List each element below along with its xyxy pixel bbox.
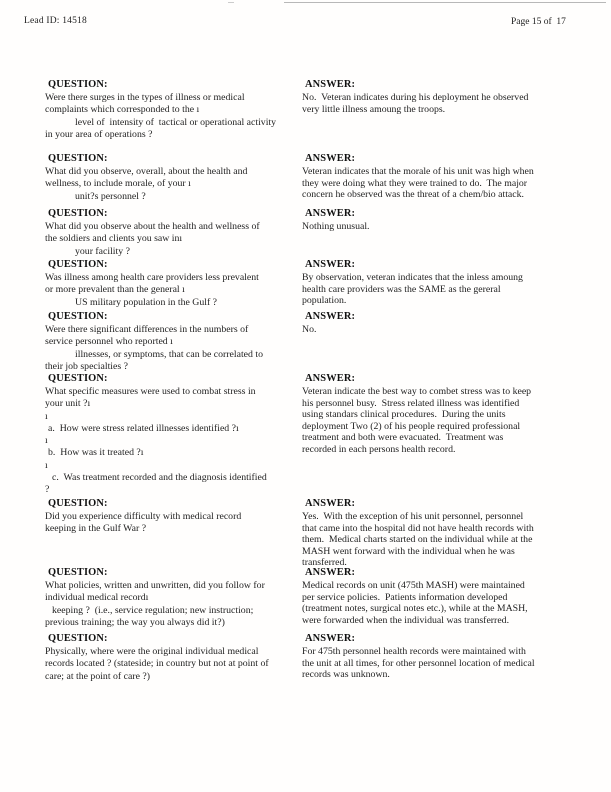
question-line: US military population in the Gulf ? xyxy=(75,296,218,308)
answer-label: ANSWER: xyxy=(305,311,356,322)
answer-line: transferred. xyxy=(302,557,347,569)
answer-line: MASH went forward with the individual when he was xyxy=(302,545,515,557)
question-line: level of intensity of tactical or operational activity xyxy=(75,116,277,128)
answer-line: Nothing unusual. xyxy=(302,221,370,232)
question-line: Were there surges in the types of illness or medical xyxy=(45,92,245,103)
answer-line: they were doing what they were trained to do. The major xyxy=(302,177,528,189)
qa-row xyxy=(45,78,590,141)
answer-line: health care providers was the SAME as the gereral xyxy=(302,283,501,295)
page-number: Page 15 of 17 xyxy=(511,17,566,27)
qa-row xyxy=(45,152,590,203)
answer-line: per service policies. Patients information developed xyxy=(302,591,508,603)
answer-line: No. xyxy=(302,324,317,335)
question-label: QUESTION: xyxy=(48,567,108,578)
answer-line: Veteran indicates that the morale of his unit was high when xyxy=(302,166,534,177)
lead-id: Lead ID: 14518 xyxy=(24,16,87,26)
question-line: wellness, to include morale, of your ı xyxy=(45,178,191,190)
question-line: What did you observe about the health and wellness of xyxy=(45,221,260,232)
answer-label: ANSWER: xyxy=(305,208,356,219)
answer-line: treatment and both were evacuated. Treatment was xyxy=(302,432,504,444)
answer-line: very little illness amoung the troops. xyxy=(302,103,446,115)
question-line: records located ? (stateside; in country but not at point of xyxy=(45,658,269,670)
answer-line: (treatment notes, surgical notes etc.), while at the MASH, xyxy=(302,603,528,615)
question-line: or more prevalent than the general ı xyxy=(45,284,185,296)
answer-label: ANSWER: xyxy=(305,567,356,578)
question-line: ı xyxy=(45,410,48,422)
answer-line: recorded in each persons health record. xyxy=(302,443,456,455)
question-line: in your area of operations ? xyxy=(45,128,153,140)
question-block xyxy=(45,632,302,683)
question-label: QUESTION: xyxy=(48,153,108,164)
question-line: What did you observe, overall, about the health and xyxy=(45,166,248,177)
answer-label: ANSWER: xyxy=(305,373,356,384)
answer-block xyxy=(302,497,590,569)
question-line: care; at the point of care ?) xyxy=(45,670,150,682)
answer-label: ANSWER: xyxy=(305,498,356,509)
answer-line: them. Medical charts started on the individual while at the xyxy=(302,534,533,546)
question-block xyxy=(45,152,302,203)
answer-label: ANSWER: xyxy=(305,79,356,90)
answer-line: that came into the hospital did not have health records with xyxy=(302,522,534,534)
answer-line: the unit at all times, for other personnel location of medical xyxy=(302,657,535,669)
qa-row xyxy=(45,258,590,309)
qa-row xyxy=(45,566,590,629)
question-line: a. How were stress related illnesses identified ?ı xyxy=(48,422,239,434)
answer-label: ANSWER: xyxy=(305,153,356,164)
answer-block xyxy=(302,152,590,201)
question-block xyxy=(45,310,302,373)
question-label: QUESTION: xyxy=(48,498,108,509)
question-line: Was illness among health care providers less prevalent xyxy=(45,272,259,283)
answer-label: ANSWER: xyxy=(305,259,356,270)
question-label: QUESTION: xyxy=(48,79,108,90)
question-line: their job specialties ? xyxy=(45,360,128,372)
answer-block xyxy=(302,207,590,233)
question-label: QUESTION: xyxy=(48,208,108,219)
question-line: your facility ? xyxy=(75,245,130,257)
question-line: keeping ? (i.e., service regulation; new instruction; xyxy=(52,604,254,616)
answer-block xyxy=(302,372,590,456)
answer-line: population. xyxy=(302,295,347,307)
question-block xyxy=(45,566,302,629)
answer-line: Veteran indicate the best way to combet stress was to keep xyxy=(302,386,532,397)
question-block xyxy=(45,497,302,536)
answer-line: using standars clinical procedures. During the units xyxy=(302,409,506,421)
answer-block xyxy=(302,566,590,626)
question-line: service personnel who reported ı xyxy=(45,336,173,348)
question-block xyxy=(45,258,302,309)
question-line: Did you experience difficulty with medical record xyxy=(45,511,242,522)
qa-row xyxy=(45,310,590,373)
qa-row xyxy=(45,497,590,569)
question-line: Were there significant differences in the numbers of xyxy=(45,324,249,335)
qa-row xyxy=(45,207,590,258)
answer-line: Medical records on unit (475th MASH) were maintained xyxy=(302,580,525,591)
answer-line: deployment Two (2) of his people required professional xyxy=(302,420,521,432)
answer-block xyxy=(302,632,590,681)
question-line: your unit ?ı xyxy=(45,398,91,410)
question-block xyxy=(45,372,302,497)
answer-line: For 475th personnel health records were maintained with xyxy=(302,646,526,657)
scan-artifact-line xyxy=(284,2,606,3)
answer-line: records was unknown. xyxy=(302,669,390,681)
question-line: illnesses, or symptoms, that can be correlated to xyxy=(75,348,263,360)
question-line: What specific measures were used to combat stress in xyxy=(45,386,256,397)
question-line: unit?s personnel ? xyxy=(75,190,146,202)
answer-line: Yes. With the exception of his unit personnel, personnel xyxy=(302,511,524,522)
answer-line: By observation, veteran indicates that the inless amoung xyxy=(302,272,523,283)
answer-label: ANSWER: xyxy=(305,633,356,644)
question-label: QUESTION: xyxy=(48,259,108,270)
question-block xyxy=(45,78,302,141)
question-line: ? xyxy=(45,484,50,496)
question-line: previous training; the way you always did it?) xyxy=(45,616,225,628)
answer-line: were forwarded when the individual was transferred. xyxy=(302,614,510,626)
question-label: QUESTION: xyxy=(48,633,108,644)
question-label: QUESTION: xyxy=(48,373,108,384)
answer-line: his personnel busy. Stress related illness was identified xyxy=(302,397,520,409)
answer-line: concern he observed was the threat of a chem/bio attack. xyxy=(302,189,524,201)
question-line: c. Was treatment recorded and the diagnosis identified xyxy=(52,472,267,484)
question-line: keeping in the Gulf War ? xyxy=(45,523,147,535)
question-line: complaints which corresponded to the ı xyxy=(45,104,200,116)
question-line: the soldiers and clients you saw inı xyxy=(45,233,183,245)
question-line: b. How was it treated ?ı xyxy=(48,447,144,459)
question-line: ı xyxy=(45,459,48,471)
question-block xyxy=(45,207,302,258)
answer-block xyxy=(302,258,590,307)
qa-row xyxy=(45,372,590,497)
answer-block xyxy=(302,78,590,115)
question-line: Physically, where were the original individual medical xyxy=(45,646,259,657)
question-line: What policies, written and unwritten, did you follow for xyxy=(45,580,265,591)
qa-row xyxy=(45,632,590,683)
answer-line: No. Veteran indicates during his deployment he observed xyxy=(302,92,529,103)
answer-block xyxy=(302,310,590,336)
question-line: ı xyxy=(45,435,48,447)
question-label: QUESTION: xyxy=(48,311,108,322)
scan-artifact-line xyxy=(228,2,234,3)
question-line: individual medical recordı xyxy=(45,592,149,604)
